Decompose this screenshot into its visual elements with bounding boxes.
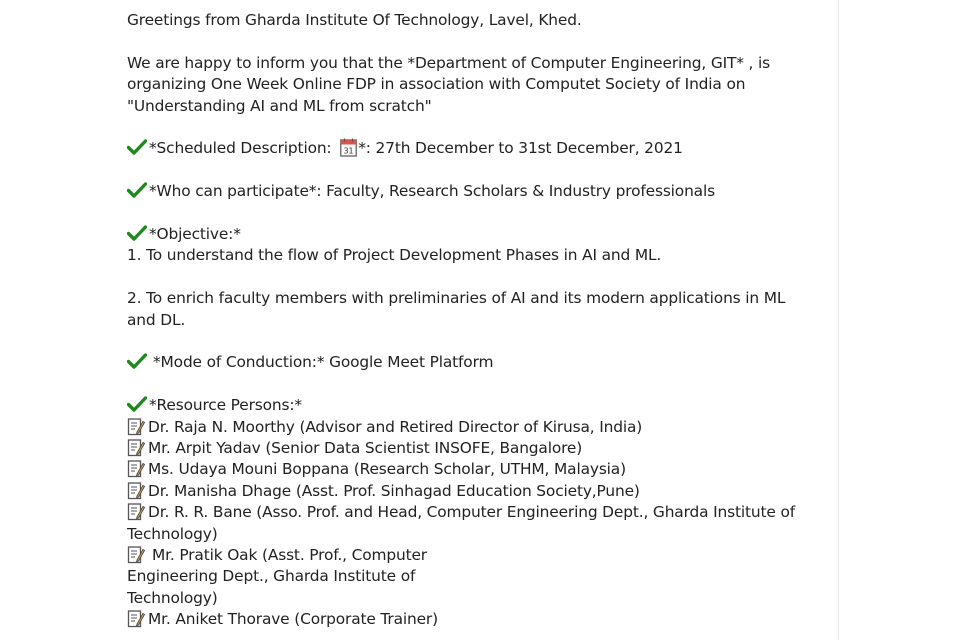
blank-line	[127, 203, 817, 224]
check-mark-icon	[127, 396, 147, 412]
message-body	[127, 10, 817, 631]
resource-person	[127, 545, 427, 609]
resource-person-text: Dr. Manisha Dhage (Asst. Prof. Sinhagad Education Society,Pune)	[148, 481, 640, 500]
resource-person	[127, 502, 817, 545]
blank-line	[127, 31, 817, 52]
schedule-value: *: 27th December to 31st December, 2021	[358, 139, 683, 158]
resources-label: *Resource Persons:*	[149, 396, 302, 415]
resource-person-text: Mr. Pratik Oak (Asst. Prof., Computer Engineering Dept., Gharda Institute of Technology)	[127, 546, 427, 607]
resource-person	[127, 417, 817, 438]
blank-line	[127, 267, 817, 288]
calendar-day: 31	[343, 146, 354, 156]
resource-person-text: Dr. Raja N. Moorthy (Advisor and Retired Director of Kirusa, India)	[148, 417, 643, 436]
objective-label: *Objective:*	[149, 225, 241, 243]
schedule-line	[127, 138, 817, 159]
schedule-label: *Scheduled Description:	[149, 139, 337, 158]
resource-person-text: Mr. Aniket Thorave (Corporate Trainer)	[148, 610, 438, 629]
resource-person	[127, 438, 817, 459]
greeting-text: Greetings from Gharda Institute Of Technology, Lavel, Khed.	[127, 11, 582, 29]
memo-icon	[127, 609, 145, 628]
objective-item: 1. To understand the flow of Project Development Phases in AI and ML.	[127, 246, 662, 265]
resource-person	[127, 609, 817, 630]
participants-text: *Who can participate*: Faculty, Research Scholars & Industry professionals	[149, 182, 715, 201]
blank-line	[127, 374, 817, 395]
resource-person	[127, 481, 817, 502]
check-mark-icon	[127, 225, 147, 241]
blank-line	[127, 117, 817, 138]
objective-heading	[127, 224, 817, 245]
resource-person	[127, 459, 817, 480]
resources-heading	[127, 395, 817, 416]
memo-icon	[127, 502, 145, 521]
check-mark-icon	[127, 182, 147, 198]
memo-icon	[127, 459, 145, 478]
calendar-icon	[340, 138, 357, 157]
memo-icon	[127, 438, 145, 457]
memo-icon	[127, 545, 145, 564]
participants-line	[127, 181, 817, 202]
check-mark-icon	[127, 353, 147, 369]
mode-text: *Mode of Conduction:* Google Meet Platform	[153, 353, 494, 372]
objective-item: 2. To enrich faculty members with preliminaries of AI and its modern applications in ML and DL.	[127, 289, 786, 329]
check-mark-icon	[127, 139, 147, 155]
resource-person-text: Dr. R. R. Bane (Asso. Prof. and Head, Computer Engineering Dept., Gharda Institute of Technology)	[127, 503, 795, 543]
memo-icon	[127, 417, 145, 436]
intro-text: We are happy to inform you that the *Department of Computer Engineering, GIT* , is organizing One Week Online FDP in association with Computet Society of India on "Understanding AI and ML from scratch"	[127, 53, 771, 115]
memo-icon	[127, 481, 145, 500]
mode-line	[127, 352, 817, 373]
blank-line	[127, 331, 817, 352]
resource-person-text: Mr. Arpit Yadav (Senior Data Scientist INSOFE, Bangalore)	[148, 439, 583, 458]
resource-person-text: Ms. Udaya Mouni Boppana (Research Scholar, UTHM, Malaysia)	[148, 460, 626, 479]
panel-divider	[838, 0, 839, 640]
blank-line	[127, 160, 817, 181]
